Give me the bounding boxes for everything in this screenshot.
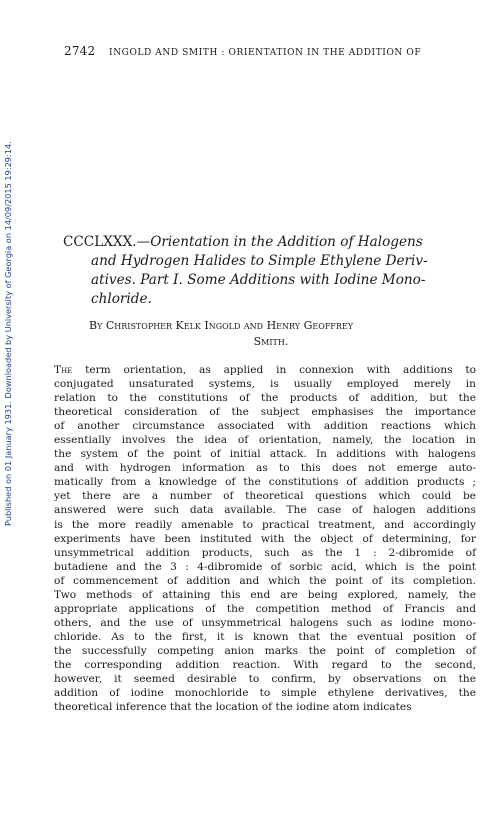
body-line: butadiene and the 3 : 4-dibromide of sorbic acid, which is the point [54,560,476,573]
body-line: yet there are a number of theoretical questions which could be [54,490,476,503]
body-line: theoretical inference that the location of the iodine atom indicates [54,701,412,714]
body-line: addition of iodine monochloride to simple ethylene derivatives, the [54,687,476,700]
body-line: appropriate applications of the competition method of Francis and [54,602,476,615]
title-line-4: chloride. [91,291,152,307]
article-serial: CCCLXXX. [63,234,137,250]
running-head-text: INGOLD AND SMITH : ORIENTATION IN THE ADDITION OF [109,48,422,58]
running-head [64,44,484,58]
body-line: answered were such data available. The case of halogen additions [54,504,476,517]
body-line: is the more readily amenable to practical treatment, and accordingly [54,518,476,531]
body-line: the system of the point of initial attack. In additions with halogens [54,448,476,461]
page-number: 2742 [64,44,96,58]
body-line: unsymmetrical addition products, such as the 1 : 2-dibromide of [54,546,476,559]
opening-word: The [54,364,73,376]
article-title [63,233,455,309]
download-notice-text[interactable]: Published on 01 January 1931. Downloaded by University of Georgia on 14/09/2015 19:29:14. [3,141,13,526]
title-text-1: —Orientation in the Addition of Halogens [136,234,423,250]
body-line: of another circumstance associated with addition reactions which [54,420,476,433]
title-line-3: atives. Part I. Some Additions with Iodine Mono- [91,272,426,288]
body-line: the successfully competing anion marks the point of completion of [54,644,476,657]
body-line: conjugated unsaturated systems, is usually employed merely in [54,378,476,391]
body-line: however, it seemed desirable to confirm, by observations on the [54,673,476,686]
body-line: The term orientation, as applied in connexion with additions to [54,364,476,376]
body-line: others, and the use of unsymmetrical halogens such as iodine mono- [54,616,476,629]
body-line: and with hydrogen information as to this does not emerge auto- [54,462,476,475]
body-line: chloride. As to the first, it is known that the eventual position of [54,630,476,643]
body-line: experiments have been instituted with the object of determining, for [54,532,476,545]
body-line: matically from a knowledge of the constitutions of addition products ; [54,476,476,489]
title-line-2: and Hydrogen Halides to Simple Ethylene Deriv- [91,253,428,269]
body-line: theoretical consideration of the subject emphasises the importance [54,406,476,419]
body-line: essentially involves the idea of orientation, namely, the location in [54,434,476,447]
download-notice[interactable] [3,96,19,526]
author-line-1: By Christopher Kelk Ingold and Henry Geoffrey [89,319,354,332]
author-line-2: Smith. [253,335,289,348]
body-line: the corresponding addition reaction. With regard to the second, [54,658,476,671]
article-body [54,363,476,714]
body-line: of commencement of addition and which the point of its completion. [54,574,476,587]
body-line: Two methods of attaining this end are being explored, namely, the [54,588,476,601]
body-line: relation to the constitutions of the products of addition, but the [54,392,476,405]
title-line-1 [63,233,455,252]
author-byline [63,318,455,350]
